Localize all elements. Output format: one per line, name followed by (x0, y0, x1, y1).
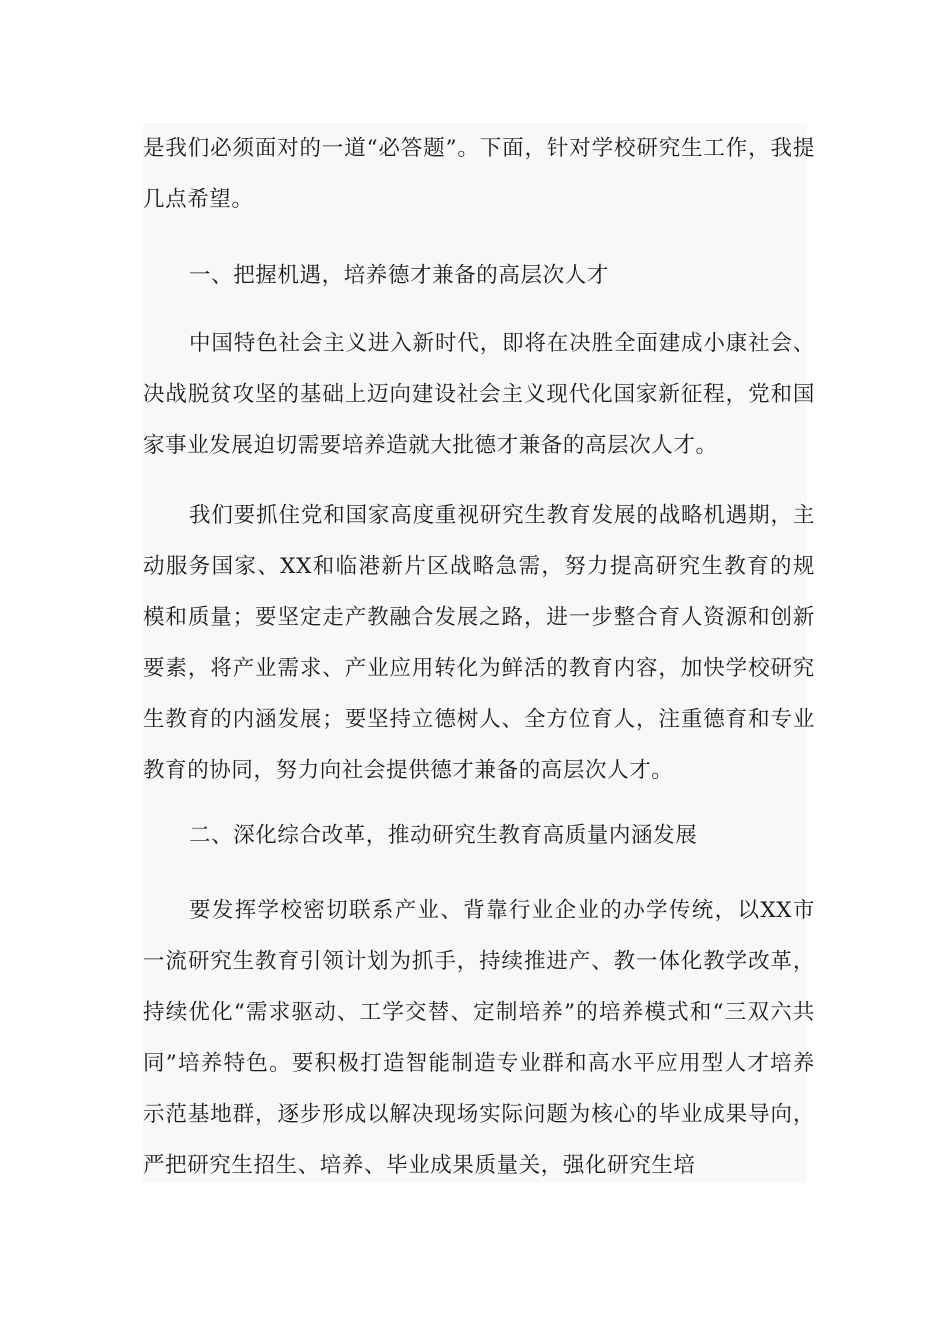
intro-paragraph: 是我们必须面对的一道“必答题”。下面，针对学校研究生工作，我提几点希望。 (143, 136, 815, 212)
section-heading-1: 一、把握机遇，培养德才兼备的高层次人才 (189, 263, 609, 288)
paragraph-2: 我们要抓住党和国家高度重视研究生教育发展的战略机遇期，主动服务国家、XX和临港新片区战略急需，努力提高研究生教育的规模和质量；要坚定走产教融合发展之路，进一步整合育人资源和创新要素，将产业需求、产业应用转化为鲜活的教育内容，加快学校研究生教育的内涵发展；要坚持立德树人、全方位育人，注重德育和专业教育的协同，努力向社会提供德才兼备的高层次人才。 (143, 503, 815, 783)
paragraph-1: 中国特色社会主义进入新时代，即将在决胜全面建成小康社会、决战脱贫攻坚的基础上迈向建设社会主义现代化国家新征程，党和国家事业发展迫切需要培养造就大批德才兼备的高层次人才。 (143, 331, 815, 458)
section-heading-2: 二、深化综合改革，推动研究生教育高质量内涵发展 (189, 823, 698, 848)
document-text-area (143, 123, 815, 1183)
paragraph-3: 要发挥学校密切联系产业、背靠行业企业的办学传统，以XX市一流研究生教育引领计划为抓手，持续推进产、教一体化教学改革，持续优化“需求驱动、工学交替、定制培养”的培养模式和“三双六共同”培养特色。要积极打造智能制造专业群和高水平应用型人才培养示范基地群，逐步形成以解决现场实际问题为核心的毕业成果导向，严把研究生招生、培养、毕业成果质量关，强化研究生培 (143, 898, 815, 1178)
